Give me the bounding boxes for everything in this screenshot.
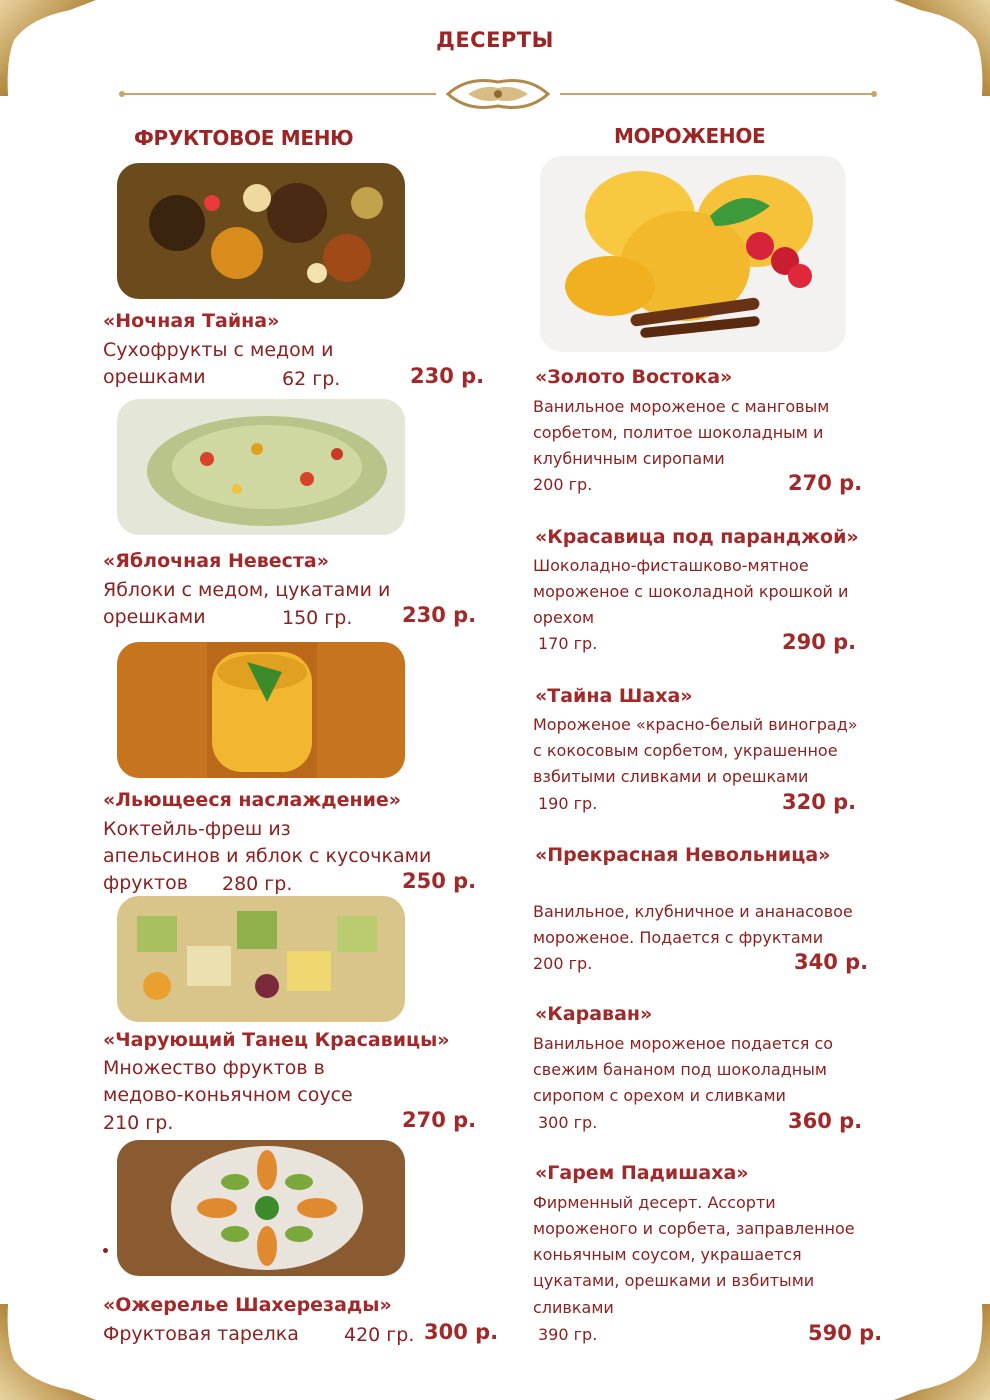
corner-ornament-icon: [0, 1304, 96, 1400]
divider-ornament-icon: [118, 72, 878, 116]
item-desc-line: Коктейль-фреш из: [103, 818, 291, 840]
item-desc-line: клубничным сиропами: [533, 449, 725, 468]
item-desc-line: взбитыми сливками и орешками: [533, 767, 809, 786]
item-weight: 420 гр.: [344, 1324, 415, 1346]
item-name: «Гарем Падишаха»: [535, 1162, 749, 1184]
item-price: 320 р.: [782, 790, 857, 814]
item-desc-line: медово-коньячном соусе: [103, 1084, 353, 1106]
item-weight: 200 гр.: [533, 954, 593, 973]
item-name: «Тайна Шаха»: [535, 685, 693, 707]
item-desc-line: Фруктовая тарелка: [103, 1323, 299, 1345]
dessert-photo-flowing-delight: [117, 642, 405, 778]
item-desc-line: Мороженое «красно-белый виноград»: [533, 715, 858, 734]
item-weight: 390 гр.: [538, 1325, 598, 1344]
item-name: «Золото Востока»: [535, 366, 733, 388]
item-price: 270 р.: [788, 471, 863, 495]
item-name: «Красавица под паранджой»: [535, 526, 859, 548]
item-desc-line: мороженого и сорбета, заправленное: [533, 1219, 855, 1238]
ice-cream-title: МОРОЖЕНОЕ: [614, 124, 766, 148]
item-name: «Прекрасная Невольница»: [535, 844, 831, 866]
item-desc-line: сиропом с орехом и сливками: [533, 1086, 786, 1105]
item-desc-line: мороженое с шоколадной крошкой и: [533, 582, 849, 601]
item-price: 590 р.: [808, 1321, 883, 1345]
dessert-photo-gold-of-east: [540, 156, 846, 352]
item-desc-line: Фирменный десерт. Ассорти: [533, 1193, 776, 1212]
dessert-photo-enchanting-dance: [117, 896, 405, 1022]
item-desc-line: Яблоки с медом, цукатами и: [103, 579, 391, 601]
item-price: 360 р.: [788, 1109, 863, 1133]
item-name: «Ожерелье Шахерезады»: [103, 1294, 392, 1316]
item-desc-line: Ванильное мороженое с манговым: [533, 397, 830, 416]
item-desc-line: Ванильное, клубничное и ананасовое: [533, 902, 853, 921]
item-desc-line: цукатами, орешками и взбитыми: [533, 1271, 815, 1290]
item-weight: 210 гр.: [103, 1112, 174, 1134]
item-desc-line: сливками: [533, 1298, 614, 1317]
item-desc-line: коньячным соусом, украшается: [533, 1245, 802, 1264]
item-weight: 62 гр.: [282, 368, 341, 390]
item-name: «Караван»: [535, 1003, 653, 1025]
item-desc-line: мороженое. Подается с фруктами: [533, 928, 824, 947]
item-weight: 200 гр.: [533, 475, 593, 494]
item-desc-line: свежим бананом под шоколадным: [533, 1060, 827, 1079]
item-weight: 190 гр.: [538, 794, 598, 813]
item-desc-line: Ванильное мороженое подается со: [533, 1034, 834, 1053]
dessert-photo-apple-bride: [117, 399, 405, 535]
item-desc-line: Множество фруктов в: [103, 1057, 325, 1079]
item-weight: 280 гр.: [222, 873, 293, 895]
item-name: «Чарующий Танец Красавицы»: [103, 1029, 450, 1051]
corner-ornament-icon: [894, 1304, 990, 1400]
item-price: 270 р.: [402, 1108, 477, 1132]
item-desc-line: апельсинов и яблок с кусочками: [103, 845, 432, 867]
stray-dot: [103, 1248, 108, 1253]
item-weight: 300 гр.: [538, 1113, 598, 1132]
fruit-menu-title: ФРУКТОВОЕ МЕНЮ: [134, 126, 354, 150]
item-desc-line: с кокосовым сорбетом, украшенное: [533, 741, 838, 760]
page-title: ДЕСЕРТЫ: [436, 28, 554, 52]
item-desc-line: Сухофрукты с медом и: [103, 339, 334, 361]
item-name: «Льющееся наслаждение»: [103, 789, 402, 811]
dessert-photo-night-secret: [117, 163, 405, 299]
item-price: 230 р.: [410, 364, 485, 388]
item-desc-line: Шоколадно-фисташково-мятное: [533, 556, 809, 575]
item-price: 340 р.: [794, 950, 869, 974]
item-desc-line: орехом: [533, 608, 595, 627]
item-price: 290 р.: [782, 630, 857, 654]
item-desc-line: фруктов: [103, 872, 188, 894]
item-name: «Ночная Тайна»: [103, 310, 280, 332]
item-price: 250 р.: [402, 869, 477, 893]
item-desc-line: сорбетом, политое шоколадным и: [533, 423, 824, 442]
item-name: «Яблочная Невеста»: [103, 550, 330, 572]
item-weight: 150 гр.: [282, 607, 353, 629]
item-price: 300 р.: [424, 1320, 499, 1344]
dessert-photo-scheherazade-necklace: [117, 1140, 405, 1276]
item-desc-line: орешками: [103, 366, 206, 388]
item-price: 230 р.: [402, 603, 477, 627]
item-desc-line: орешками: [103, 606, 206, 628]
item-weight: 170 гр.: [538, 634, 598, 653]
